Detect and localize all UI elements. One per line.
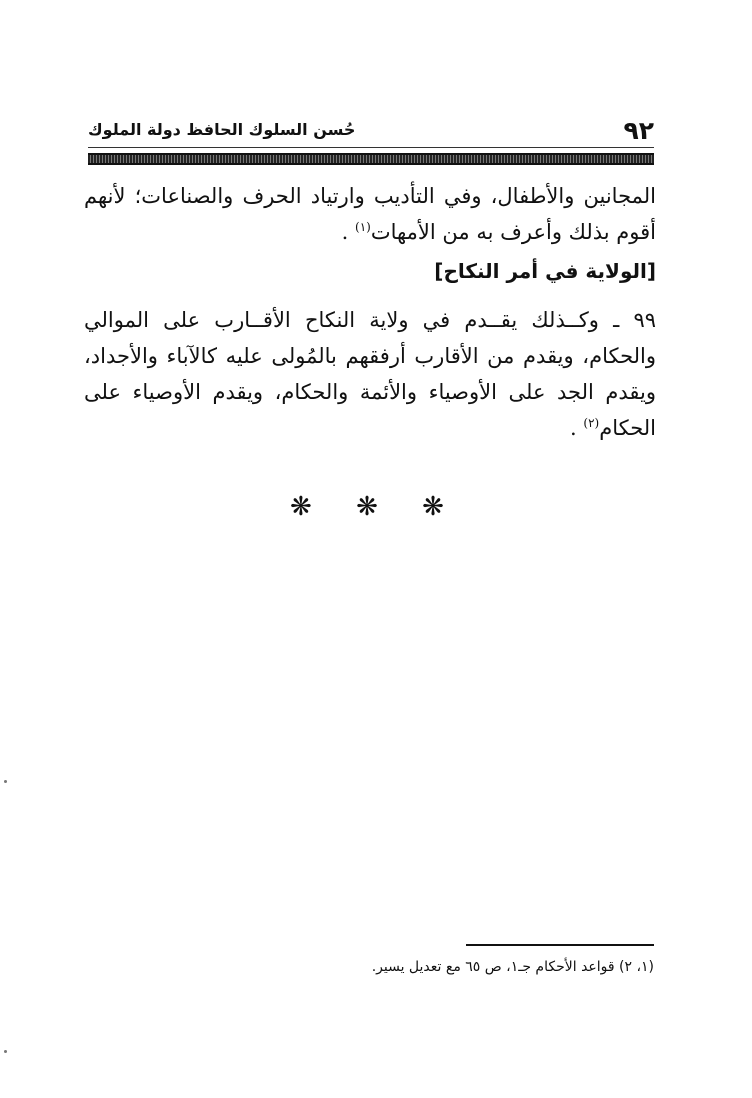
paragraph-2-text: ٩٩ ـ وكــذلك يقــدم في ولاية النكاح الأقــارب على الموالي والحكام، ويقدم من الأقارب أرفقهم بالمُولى عليه كالآباء والأجداد، ويقدم الجد على الأوصياء والأئمة والحكام، ويقدم الأوصياء على الحكام bbox=[84, 308, 656, 440]
paragraph-1 bbox=[84, 178, 656, 250]
paragraph-2-end: . bbox=[570, 416, 584, 440]
footnote-ref-1: (١) bbox=[355, 220, 371, 234]
footnote-rule bbox=[466, 944, 654, 946]
running-header bbox=[88, 112, 654, 152]
asterism-separator: ❋ ❋ ❋ bbox=[290, 492, 462, 522]
paragraph-2 bbox=[84, 302, 656, 446]
scan-speck bbox=[4, 780, 7, 783]
running-title: حُسن السلوك الحافظ دولة الملوك bbox=[88, 120, 356, 139]
page-number: ٩٢ bbox=[623, 116, 654, 145]
header-underline bbox=[88, 147, 654, 148]
paragraph-1-end: . bbox=[341, 220, 355, 244]
paragraph-1-text: المجانين والأطفال، وفي التأديب وارتياد الحرف والصناعات؛ لأنهم أقوم بذلك وأعرف به من الأمهات bbox=[84, 184, 656, 244]
body-text bbox=[84, 178, 656, 446]
scan-speck bbox=[4, 1050, 7, 1053]
footnote-ref-2: (٢) bbox=[583, 416, 600, 430]
section-heading: [الولاية في أمر النكاح] bbox=[434, 259, 656, 283]
footnote: (١، ٢) قواعد الأحكام جـ١، ص ٦٥ مع تعديل يسير. bbox=[371, 959, 654, 975]
header-rule bbox=[88, 153, 654, 165]
